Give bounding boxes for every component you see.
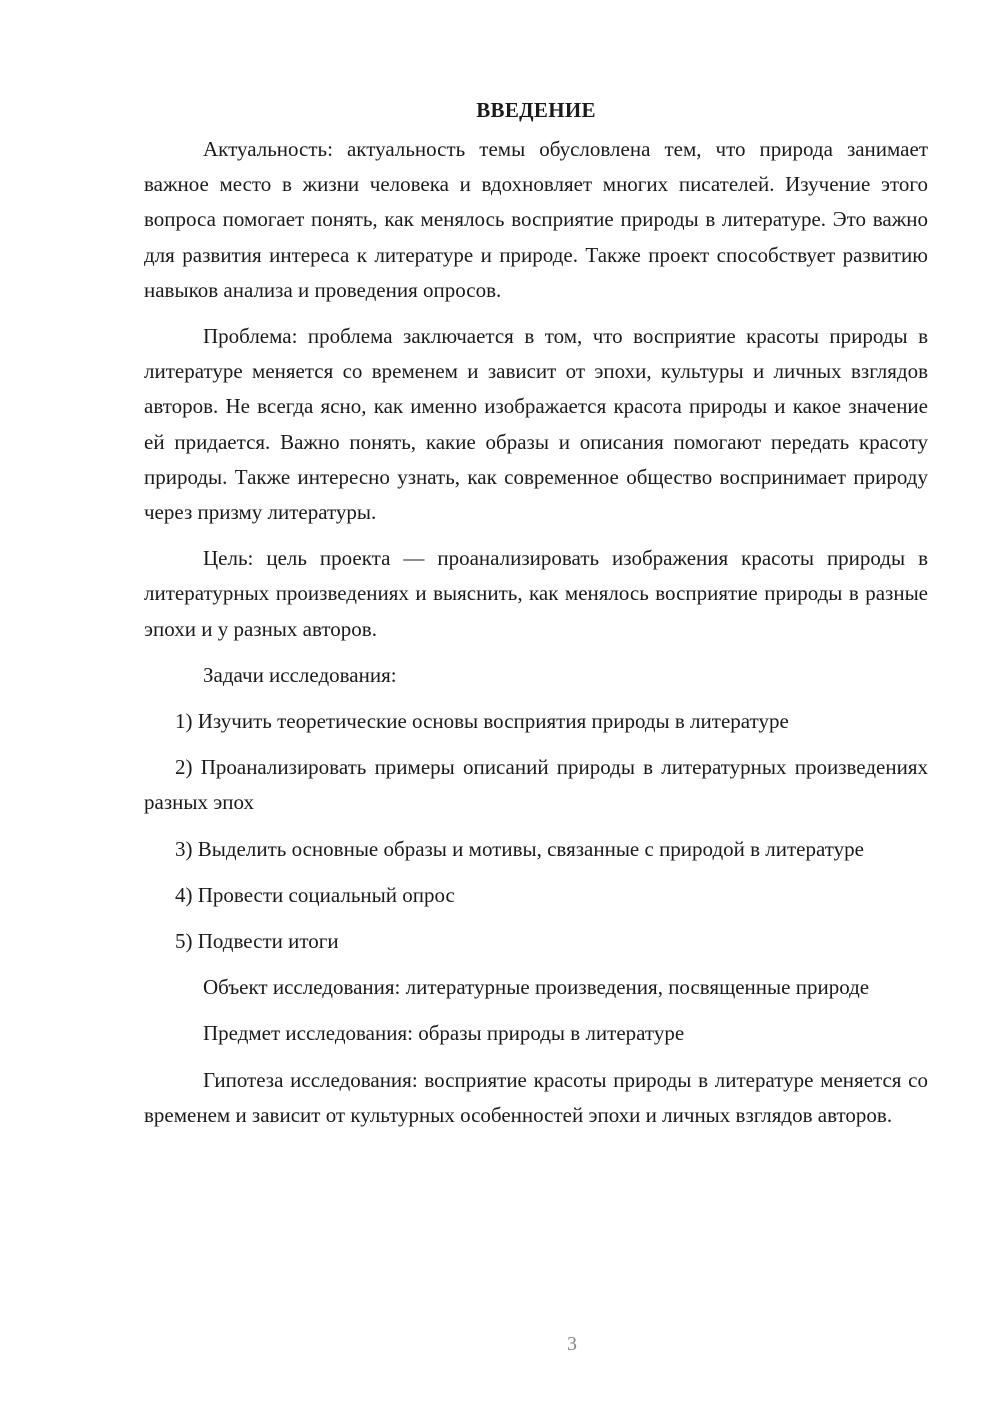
document-page — [144, 90, 928, 1144]
task-item-2: 2) Проанализировать примеры описаний природы в литературных произведениях разных эпох — [144, 755, 928, 815]
research-subject-paragraph: Предмет исследования: образы природы в литературе — [203, 1021, 685, 1046]
task-item-1: 1) Изучить теоретические основы восприятия природы в литературе — [175, 709, 789, 734]
relevance-paragraph: Актуальность: актуальность темы обусловлена тем, что природа занимает важное место в жизни человека и вдохновляет многих писателей. Изучение этого вопроса помогает понять, как менялось восприятие природы в литературе. Это важно для развития интереса к литературе и природе. Также проект способствует развитию навыков анализа и проведения опросов. — [144, 137, 928, 302]
task-item-4: 4) Провести социальный опрос — [175, 882, 455, 907]
research-object-paragraph: Объект исследования: литературные произведения, посвященные природе — [203, 975, 870, 1000]
tasks-heading: Задачи исследования: — [203, 662, 397, 687]
task-item-3: 3) Выделить основные образы и мотивы, связанные с природой в литературе — [175, 836, 864, 861]
goal-paragraph: Цель: цель проекта — проанализировать изображения красоты природы в литературных произведениях и выяснить, как менялось восприятие природы в разные эпохи и у разных авторов. — [144, 546, 928, 641]
task-item-5: 5) Подвести итоги — [175, 929, 339, 954]
hypothesis-paragraph: Гипотеза исследования: восприятие красоты природы в литературе меняется со временем и зависит от культурных особенностей эпохи и личных взглядов авторов. — [144, 1067, 928, 1127]
page-number: 3 — [567, 1333, 577, 1355]
section-title: ВВЕДЕНИЕ — [476, 98, 596, 122]
problem-paragraph: Проблема: проблема заключается в том, что восприятие красоты природы в литературе меняется со временем и зависит от эпохи, культуры и личных взглядов авторов. Не всегда ясно, как именно изображается красота природы и какое значение ей придается. Важно понять, какие образы и описания помогают передать красоту природы. Также интересно узнать, как современное общество воспринимает природу через призму литературы. — [144, 324, 928, 525]
